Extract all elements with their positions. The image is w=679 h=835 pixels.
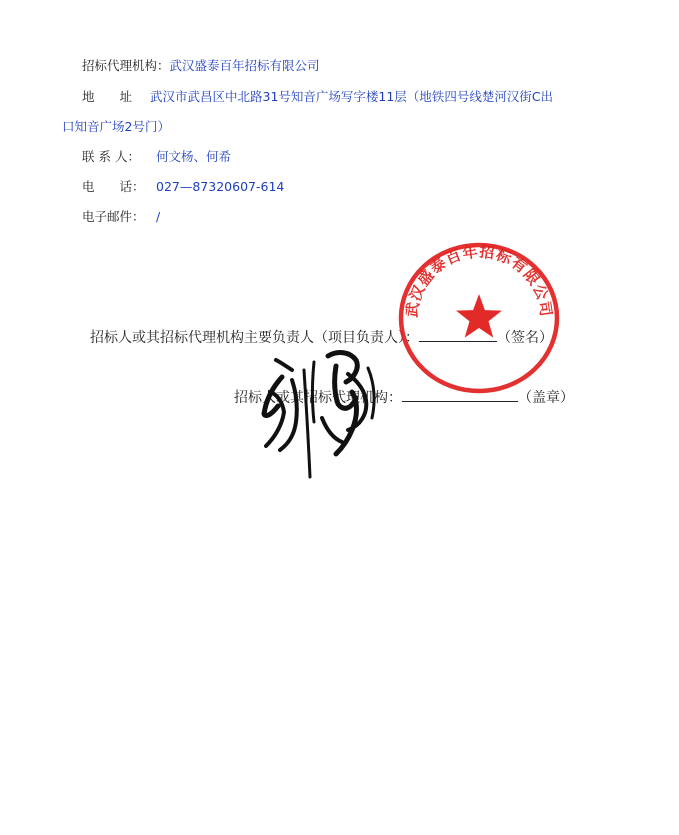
address-value-line1: 武汉市武昌区中北路31号知音广场写字楼11层（地铁四号线楚河汉街C出: [150, 89, 554, 104]
company-seal: [398, 242, 560, 394]
seal-star-icon: [456, 294, 502, 338]
phone-label: 电 话：: [82, 179, 145, 194]
email-row: [82, 209, 145, 225]
handwritten-signature: [252, 322, 392, 482]
address-row: [82, 89, 132, 105]
phone-row: [82, 179, 145, 195]
contact-value: 何文杨、何希: [156, 149, 232, 164]
agency-label: 招标代理机构：: [82, 58, 170, 73]
org-label: 招标人或其招标代理机构：: [234, 390, 402, 406]
email-label: 电子邮件：: [82, 209, 145, 224]
contact-label: 联 系 人：: [82, 149, 140, 164]
address-label: 地 址: [82, 89, 133, 104]
agency-value: 武汉盛泰百年招标有限公司: [169, 58, 320, 73]
seal-text: 武汉盛泰百年招标有限公司: [402, 242, 556, 319]
email-value: /: [156, 209, 161, 224]
agency-row: [82, 58, 320, 74]
phone-value: 027—87320607-614: [156, 179, 285, 194]
stamp-suffix: （盖章）: [518, 390, 574, 406]
contact-row: [82, 149, 140, 165]
sign-suffix: （签名）: [497, 330, 553, 346]
responsible-label: 招标人或其招标代理机构主要负责人（项目负责人）：: [90, 330, 419, 346]
address-value-line2: 口知音广场2号门）: [62, 119, 170, 134]
